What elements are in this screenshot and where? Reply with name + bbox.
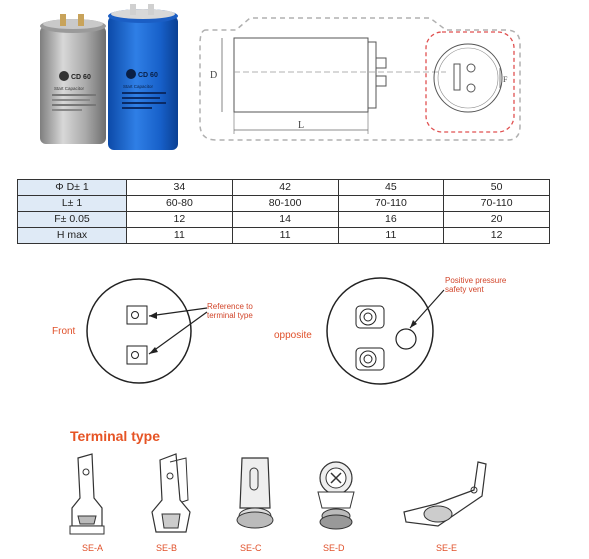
table-cell: 12 (127, 212, 233, 228)
table-cell: 14 (232, 212, 338, 228)
gray-subtitle-text: Start Capacitor (54, 86, 85, 91)
vent-note-line: Positive pressure (445, 276, 507, 285)
front-terminal-top (127, 306, 147, 324)
safety-vent-icon (396, 329, 416, 349)
capacitor-photos (30, 4, 190, 150)
table-cell: 11 (127, 228, 233, 244)
table-cell: 42 (232, 180, 338, 196)
terminal-label-se-e: SE-E (436, 543, 458, 553)
table-cell: 45 (338, 180, 444, 196)
terminal-label-se-d: SE-D (323, 543, 345, 553)
dim-l-label: L (298, 120, 305, 131)
terminal-label-se-b: SE-B (156, 543, 178, 553)
terminal-se-b-icon (142, 452, 202, 538)
table-cell: 50 (444, 180, 550, 196)
blue-capacitor-photo (108, 4, 178, 150)
terminal-se-a-icon (64, 452, 124, 538)
gray-brand-text: CD 60 (71, 74, 91, 81)
table-row (18, 228, 550, 244)
table-cell: 16 (338, 212, 444, 228)
table-cell: 60-80 (127, 196, 233, 212)
terminal-se-c-icon (230, 452, 280, 538)
dimension-table (17, 179, 550, 244)
vent-note-line: safety vent (445, 285, 484, 294)
dim-f-label: F (503, 75, 508, 84)
front-terminal-bottom (127, 346, 147, 364)
table-row (18, 196, 550, 212)
dimension-drawing (196, 14, 528, 154)
blue-subtitle-text: Start Capacitor (123, 84, 154, 89)
opposite-terminal-bottom (356, 348, 384, 370)
blue-brand-text: CD 60 (138, 72, 158, 79)
terminal-label-se-c: SE-C (240, 543, 262, 553)
row-label: F± 0.05 (18, 212, 127, 228)
table-cell: 70-110 (444, 196, 550, 212)
table-cell: 11 (232, 228, 338, 244)
row-label: L± 1 (18, 196, 127, 212)
gray-capacitor-photo (40, 14, 106, 144)
table-cell: 12 (444, 228, 550, 244)
table-row (18, 180, 550, 196)
reference-note-line: terminal type (207, 311, 253, 320)
terminal-se-e-icon (398, 452, 498, 538)
dim-d-label: D (210, 70, 218, 81)
table-cell: 34 (127, 180, 233, 196)
front-label: Front (52, 326, 76, 337)
table-cell: 11 (338, 228, 444, 244)
table-cell: 80-100 (232, 196, 338, 212)
opposite-label: opposite (274, 330, 312, 341)
terminal-label-se-a: SE-A (82, 543, 104, 553)
opposite-view-drawing (324, 268, 464, 398)
table-cell: 70-110 (338, 196, 444, 212)
opposite-terminal-top (356, 306, 384, 328)
row-label: H max (18, 228, 127, 244)
terminal-se-d-icon (306, 452, 366, 538)
front-view-drawing (85, 268, 215, 398)
table-cell: 20 (444, 212, 550, 228)
reference-note-line: Reference to (207, 302, 253, 311)
table-row (18, 212, 550, 228)
terminal-type-title: Terminal type (70, 428, 160, 444)
row-label: Φ D± 1 (18, 180, 127, 196)
